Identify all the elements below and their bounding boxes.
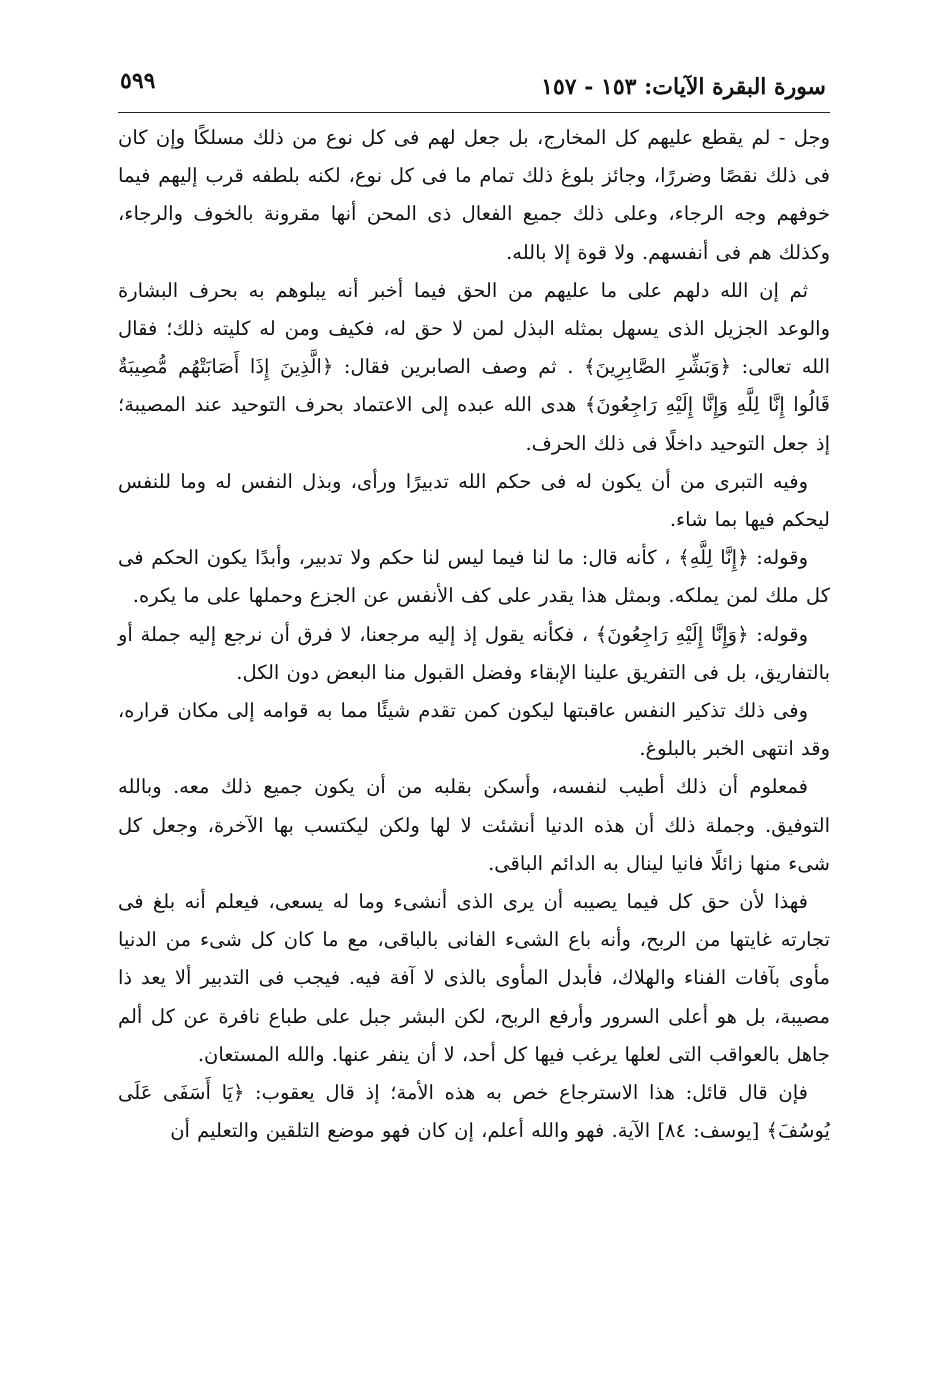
paragraph: فمعلوم أن ذلك أطيب لنفسه، وأسكن بقلبه من أن يكون جميع ذلك معه. وبالله التوفيق. وجملة ذلك أن هذه الدنيا أنشئت لا لها ولكن ليكتسب بها الآخرة، وجعل كل شىء منها زائلًا فانيا لينال به الدائم الباقى. <box>118 775 830 875</box>
paragraph: فهذا لأن حق كل فيما يصيبه أن يرى الذى أنشىء وما له يسعى، فيعلم أنه بلغ فى تجارته غايتها من الربح، وأنه باع الشىء الفانى بالباقى، مع ما كان كل شىء من الدنيا مأوى بآفات الفناء والهلاك، فأبدل المأوى بالذى لا آفة فيه. فيجب فى التدبير ألا يعد ذا مصيبة، بل هو أعلى السرور وأرفع الربح، لكن البشر جبل على طباع نافرة عن كل ألم جاهل بالعواقب التى لعلها يرغب فيها كل أحد، لا أن ينفر عنها. والله المستعان. <box>118 890 830 1066</box>
book-page <box>118 60 830 1385</box>
paragraph-continued: وجل - لم يقطع عليهم كل المخارج، بل جعل لهم فى كل نوع من ذلك مسلكًا وإن كان فى ذلك نقصًا وضررًا، وجائز بلوغ ذلك تمام ما فى كل نوع، لكنه بلطفه قرب إليهم فيما خوفهم وجه الرجاء، وعلى ذلك جميع الفعال ذى المحن أنها مقرونة بالخوف والرجاء، وكذلك هم فى أنفسهم. ولا قوة إلا بالله. <box>118 126 830 264</box>
paragraph: وفى ذلك تذكير النفس عاقبتها ليكون كمن تقدم شيئًا مما به قوامه إلى مكان قراره، وقد انتهى الخبر بالبلوغ. <box>118 699 830 761</box>
page-body <box>118 113 830 1150</box>
running-title: سورة البقرة الآيات: ١٥٣ - ١٥٧ <box>541 74 826 100</box>
paragraph: وقوله: ﴿وَإِنَّا إِلَيْهِ رَاجِعُونَ﴾ ، فكأنه يقول إذ إليه مرجعنا، لا فرق أن نرجع إليه جملة أو بالتفاريق، بل فى التفريق علينا الإبقاء وفضل القبول منا البعض دون الكل. <box>118 622 830 684</box>
paragraph: فإن قال قائل: هذا الاسترجاع خص به هذه الأمة؛ إذ قال يعقوب: ﴿يَا أَسَفَى عَلَى يُوسُفَ﴾ [يوسف: ٨٤] الآية. فهو والله أعلم، إن كان فهو موضع التلقين والتعليم أن <box>118 1081 830 1143</box>
page-number: ٥٩٩ <box>120 68 156 94</box>
paragraph: وفيه التبرى من أن يكون له فى حكم الله تدبيرًا ورأى، وبذل النفس له وما للنفس ليحكم فيها بما شاء. <box>118 469 830 532</box>
paragraph: وقوله: ﴿إِنَّا لِلَّهِ﴾ ، كأنه قال: ما لنا فيما ليس لنا حكم ولا تدبير، وأبدًا يكون الحكم فى كل ملك لمن يملكه. وبمثل هذا يقدر على كف الأنفس عن الجزع وحملها على ما يكره. <box>118 546 830 608</box>
paragraph: ثم إن الله دلهم على ما عليهم من الحق فيما أخبر أنه يبلوهم به بحرف البشارة والوعد الجزيل الذى يسهل بمثله البذل لمن لا حق له، فكيف ومن له كليته ذلك؛ فقال الله تعالى: ﴿وَبَشِّرِ الصَّابِرِينَ﴾ . ثم وصف الصابرين فقال: ﴿الَّذِينَ إِذَا أَصَابَتْهُم مُّصِيبَةٌ قَالُوا إِنَّا لِلَّهِ وَإِنَّا إِلَيْهِ رَاجِعُونَ﴾ هدى الله عبده إلى الاعتماد بحرف التوحيد عند المصيبة؛ إذ جعل التوحيد داخلًا فى ذلك الحرف. <box>118 278 830 455</box>
page-header <box>118 60 830 113</box>
